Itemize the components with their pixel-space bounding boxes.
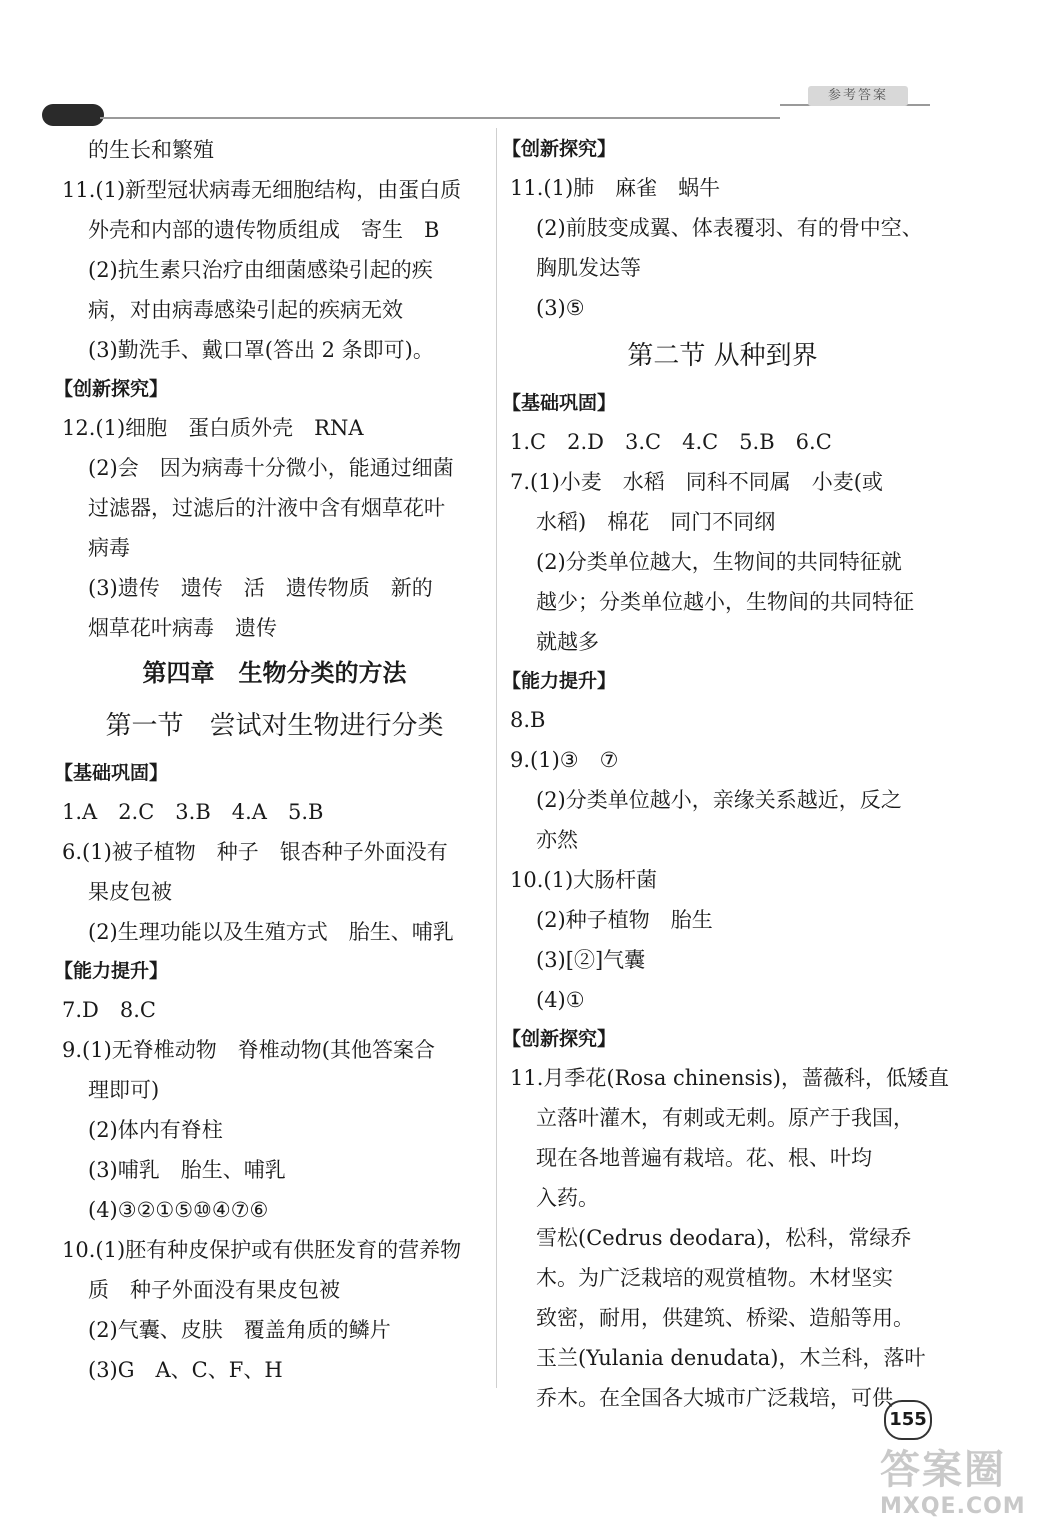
answer-line: 木。为广泛栽培的观赏植物。木材坚实 xyxy=(536,1266,893,1290)
watermark xyxy=(880,1448,1030,1528)
answer-line: 11.(1)新型冠状病毒无细胞结构，由蛋白质 xyxy=(62,178,462,202)
section-title: 第二节 从种到界 xyxy=(627,341,818,371)
section-title: 第一节 尝试对生物进行分类 xyxy=(105,711,444,741)
answer-line: (2)生理功能以及生殖方式 胎生、哺乳 xyxy=(88,920,454,944)
watermark-url: MXQE.COM xyxy=(880,1494,1026,1519)
answer-line: 玉兰(Yulania denudata)，木兰科，落叶 xyxy=(536,1346,926,1370)
header-badge: 参考答案 xyxy=(808,86,908,106)
answer-line: (2)抗生素只治疗由细菌感染引起的疾 xyxy=(88,258,433,282)
answer-line: (4)① xyxy=(536,988,585,1012)
watermark-logo-text: 答案圈 xyxy=(880,1447,1006,1493)
answer-line: 9.(1)无脊椎动物 脊椎动物(其他答案合 xyxy=(62,1038,435,1062)
answer-line: 9.(1)③ ⑦ xyxy=(510,748,619,772)
answer-line: 理即可) xyxy=(88,1078,160,1102)
left-column xyxy=(54,130,487,1390)
answer-line: 亦然 xyxy=(536,828,578,852)
answer-line: 7.(1)小麦 水稻 同科不同属 小麦(或 xyxy=(510,470,883,494)
answer-line: (2)分类单位越小，亲缘关系越近，反之 xyxy=(536,788,902,812)
section-heading: 【能力提升】 xyxy=(502,670,617,692)
answer-line: (2)分类单位越大，生物间的共同特征就 xyxy=(536,550,902,574)
answer-line: 10.(1)胚有种皮保护或有供胚发育的营养物 xyxy=(62,1238,462,1262)
answer-line: 就越多 xyxy=(536,630,599,654)
answer-line: 现在各地普遍有栽培。花、根、叶均 xyxy=(536,1146,872,1170)
answer-line: (3)[②]气囊 xyxy=(536,948,646,972)
answer-line: (2)会 因为病毒十分微小，能通过细菌 xyxy=(88,456,454,480)
answer-line: 7.D 8.C xyxy=(62,998,156,1022)
answer-line: 外壳和内部的遗传物质组成 寄生 B xyxy=(88,218,440,242)
section-heading: 【创新探究】 xyxy=(502,1028,617,1050)
answer-line: (3)G A、C、F、H xyxy=(88,1358,283,1382)
answer-line: 致密，耐用，供建筑、桥梁、造船等用。 xyxy=(536,1306,914,1330)
right-column xyxy=(502,130,949,1418)
header-decoration-left xyxy=(42,104,104,126)
answer-line: (2)种子植物 胎生 xyxy=(536,908,713,932)
column-divider xyxy=(496,128,497,1388)
answer-line: 6.(1)被子植物 种子 银杏种子外面没有 xyxy=(62,840,448,864)
answer-line: (2)气囊、皮肤 覆盖角质的鳞片 xyxy=(88,1318,391,1342)
answer-line: (2)体内有脊柱 xyxy=(88,1118,223,1142)
header-rule xyxy=(100,117,780,119)
page-number: 155 xyxy=(884,1400,932,1440)
section-heading: 【创新探究】 xyxy=(54,378,169,400)
answer-line: 1.C 2.D 3.C 4.C 5.B 6.C xyxy=(510,430,832,454)
answer-line: 烟草花叶病毒 遗传 xyxy=(88,616,277,640)
answer-line: 立落叶灌木，有刺或无刺。原产于我国， xyxy=(536,1106,914,1130)
answer-line: 病毒 xyxy=(88,536,130,560)
answer-line: 12.(1)细胞 蛋白质外壳 RNA xyxy=(62,416,364,440)
answer-line: (2)前肢变成翼、体表覆羽、有的骨中空、 xyxy=(536,216,923,240)
answer-line: 的生长和繁殖 xyxy=(88,138,214,162)
answer-line: 8.B xyxy=(510,708,546,732)
answer-line: 乔木。在全国各大城市广泛栽培，可供 xyxy=(536,1386,893,1410)
answer-line: (3)遗传 遗传 活 遗传物质 新的 xyxy=(88,576,433,600)
answer-line: 胸肌发达等 xyxy=(536,256,641,280)
answer-line: 11.月季花(Rosa chinensis)，蔷薇科，低矮直 xyxy=(510,1066,949,1090)
chapter-title: 第四章 生物分类的方法 xyxy=(142,659,407,687)
answer-line: 10.(1)大肠杆菌 xyxy=(510,868,658,892)
answer-line: 1.A 2.C 3.B 4.A 5.B xyxy=(62,800,324,824)
answer-line: 质 种子外面没有果皮包被 xyxy=(88,1278,340,1302)
answer-line: 果皮包被 xyxy=(88,880,172,904)
section-heading: 【基础巩固】 xyxy=(502,392,617,414)
answer-line: 越少；分类单位越小，生物间的共同特征 xyxy=(536,590,914,614)
section-heading: 【创新探究】 xyxy=(502,138,617,160)
answer-line: 过滤器，过滤后的汁液中含有烟草花叶 xyxy=(88,496,445,520)
answer-line: 雪松(Cedrus deodara)，松科，常绿乔 xyxy=(536,1226,912,1250)
answer-line: 水稻) 棉花 同门不同纲 xyxy=(536,510,776,534)
answer-line: 病，对由病毒感染引起的疾病无效 xyxy=(88,298,403,322)
answer-line: (3)⑤ xyxy=(536,296,585,320)
answer-line: (3)勤洗手、戴口罩(答出 2 条即可)。 xyxy=(88,338,434,362)
section-heading: 【基础巩固】 xyxy=(54,762,169,784)
answer-line: (4)③②①⑤⑩④⑦⑥ xyxy=(88,1198,269,1222)
section-heading: 【能力提升】 xyxy=(54,960,169,982)
answer-line: (3)哺乳 胎生、哺乳 xyxy=(88,1158,286,1182)
answer-line: 入药。 xyxy=(536,1186,599,1210)
answer-line: 11.(1)肺 麻雀 蜗牛 xyxy=(510,176,721,200)
